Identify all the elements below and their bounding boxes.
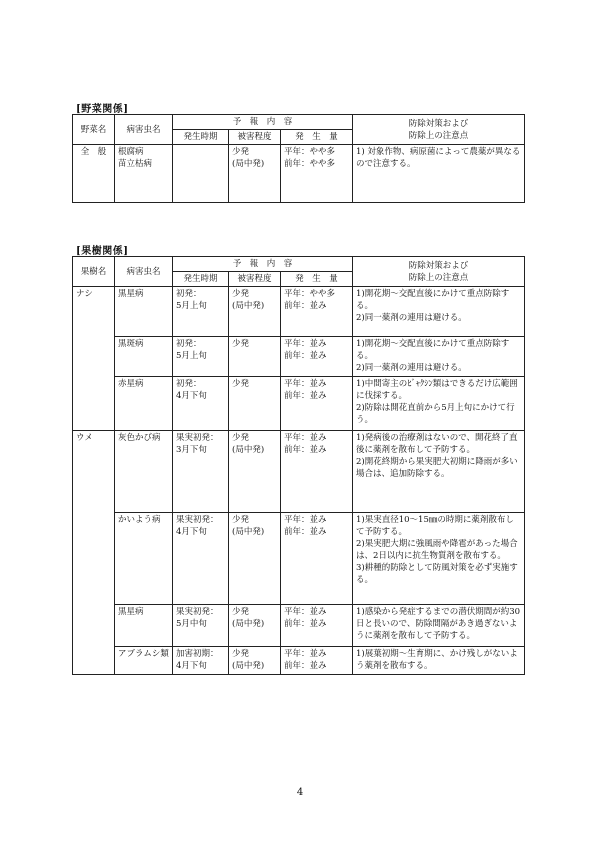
pest-cell: 赤星病 xyxy=(115,377,173,431)
pest-cell: 黒星病 xyxy=(115,287,173,337)
header-amount: 発 生 量 xyxy=(281,272,353,287)
header-forecast: 予 報 内 容 xyxy=(173,115,353,130)
degree-cell: 少発 (局中発) xyxy=(229,513,281,605)
notes-cell: 1) 対象作物、病原菌によって農薬が異なるので注意する。 xyxy=(353,145,525,203)
notes-cell: 1)果実直径10～15㎜の時期に薬剤散布して予防する。 2)果実肥大期に強風雨や降雹があった場合は、2日以内に抗生物質剤を散布する。 3)耕種的防除として防風対策を必ず実施する。 xyxy=(353,513,525,605)
amount-cell: 平年：並み 前年：並み xyxy=(281,605,353,647)
header-timing: 発生時期 xyxy=(173,272,229,287)
crop-cell: ナシ xyxy=(73,287,115,431)
header-pest: 病害虫名 xyxy=(115,115,173,145)
timing-cell: 果実初発： 3月下旬 xyxy=(173,431,229,513)
pest-cell: アブラムシ類 xyxy=(115,647,173,675)
timing-cell: 加害初期： 4月下旬 xyxy=(173,647,229,675)
amount-cell: 平年：並み 前年：並み xyxy=(281,377,353,431)
degree-cell: 少発 (局中発) xyxy=(229,145,281,203)
degree-cell: 少発 (局中発) xyxy=(229,431,281,513)
table-row xyxy=(73,337,525,377)
pest-cell: 黒斑病 xyxy=(115,337,173,377)
header-measures: 防除対策および 防除上の注意点 xyxy=(353,115,525,145)
amount-cell: 平年：並み 前年：並み xyxy=(281,513,353,605)
timing-cell: 初発： 5月上旬 xyxy=(173,287,229,337)
vegetable-section-title: [野菜関係] xyxy=(76,104,129,115)
amount-cell: 平年：やや多 前年：並み xyxy=(281,287,353,337)
table-row xyxy=(73,287,525,337)
header-degree: 被害程度 xyxy=(229,272,281,287)
timing-cell xyxy=(173,145,229,203)
pest-cell: かいよう病 xyxy=(115,513,173,605)
degree-cell: 少発 (局中発) xyxy=(229,647,281,675)
pest-cell: 黒星病 xyxy=(115,605,173,647)
notes-cell: 1)展葉初期～生育期に、かけ残しがないよう薬剤を散布する。 xyxy=(353,647,525,675)
header-crop: 果樹名 xyxy=(73,257,115,287)
pest-cell: 灰色かび病 xyxy=(115,431,173,513)
header-crop: 野菜名 xyxy=(73,115,115,145)
notes-cell: 1)感染から発症するまでの潜伏期間が約30日と長いので、防除間隔があき過ぎないように薬剤を散布して予防する。 xyxy=(353,605,525,647)
pest-cell: 根腐病 苗立枯病 xyxy=(115,145,173,203)
table-row xyxy=(73,605,525,647)
vegetable-table xyxy=(72,114,525,203)
amount-cell: 平年：並み 前年：並み xyxy=(281,647,353,675)
amount-cell: 平年：並み 前年：並み xyxy=(281,337,353,377)
header-timing: 発生時期 xyxy=(173,130,229,145)
header-pest: 病害虫名 xyxy=(115,257,173,287)
notes-cell: 1)発病後の治療剤はないので、開花終了直後に薬剤を散布して予防する。 2)開花終期から果実肥大初期に降雨が多い場合は、追加防除する。 xyxy=(353,431,525,513)
header-amount: 発 生 量 xyxy=(281,130,353,145)
degree-cell: 少発 xyxy=(229,337,281,377)
timing-cell: 初発： 5月上旬 xyxy=(173,337,229,377)
degree-cell: 少発 (局中発) xyxy=(229,287,281,337)
amount-cell: 平年：やや多 前年：やや多 xyxy=(281,145,353,203)
notes-cell: 1)開花期～交配直後にかけて重点防除する。 2)同一薬剤の連用は避ける。 xyxy=(353,337,525,377)
notes-cell: 1)中間寄主のﾋﾞｬｸｼﾝ類はできるだけ広範囲に伐採する。 2)防除は開花直前から5月上旬にかけて行う。 xyxy=(353,377,525,431)
timing-cell: 果実初発： 5月中旬 xyxy=(173,605,229,647)
header-forecast: 予 報 内 容 xyxy=(173,257,353,272)
page-number: 4 xyxy=(296,787,304,798)
table-row xyxy=(73,145,525,203)
notes-cell: 1)開花期～交配直後にかけて重点防除する。 2)同一薬剤の連用は避ける。 xyxy=(353,287,525,337)
fruit-section-title: [果樹関係] xyxy=(76,246,129,257)
crop-cell: 全 般 xyxy=(73,145,115,203)
crop-cell: ウメ xyxy=(73,431,115,675)
header-degree: 被害程度 xyxy=(229,130,281,145)
degree-cell: 少発 xyxy=(229,377,281,431)
amount-cell: 平年：並み 前年：並み xyxy=(281,431,353,513)
header-measures: 防除対策および 防除上の注意点 xyxy=(353,257,525,287)
timing-cell: 果実初発： 4月下旬 xyxy=(173,513,229,605)
table-row xyxy=(73,513,525,605)
fruit-table xyxy=(72,256,525,675)
table-row xyxy=(73,431,525,513)
table-row xyxy=(73,377,525,431)
timing-cell: 初発： 4月下旬 xyxy=(173,377,229,431)
table-row xyxy=(73,647,525,675)
degree-cell: 少発 (局中発) xyxy=(229,605,281,647)
